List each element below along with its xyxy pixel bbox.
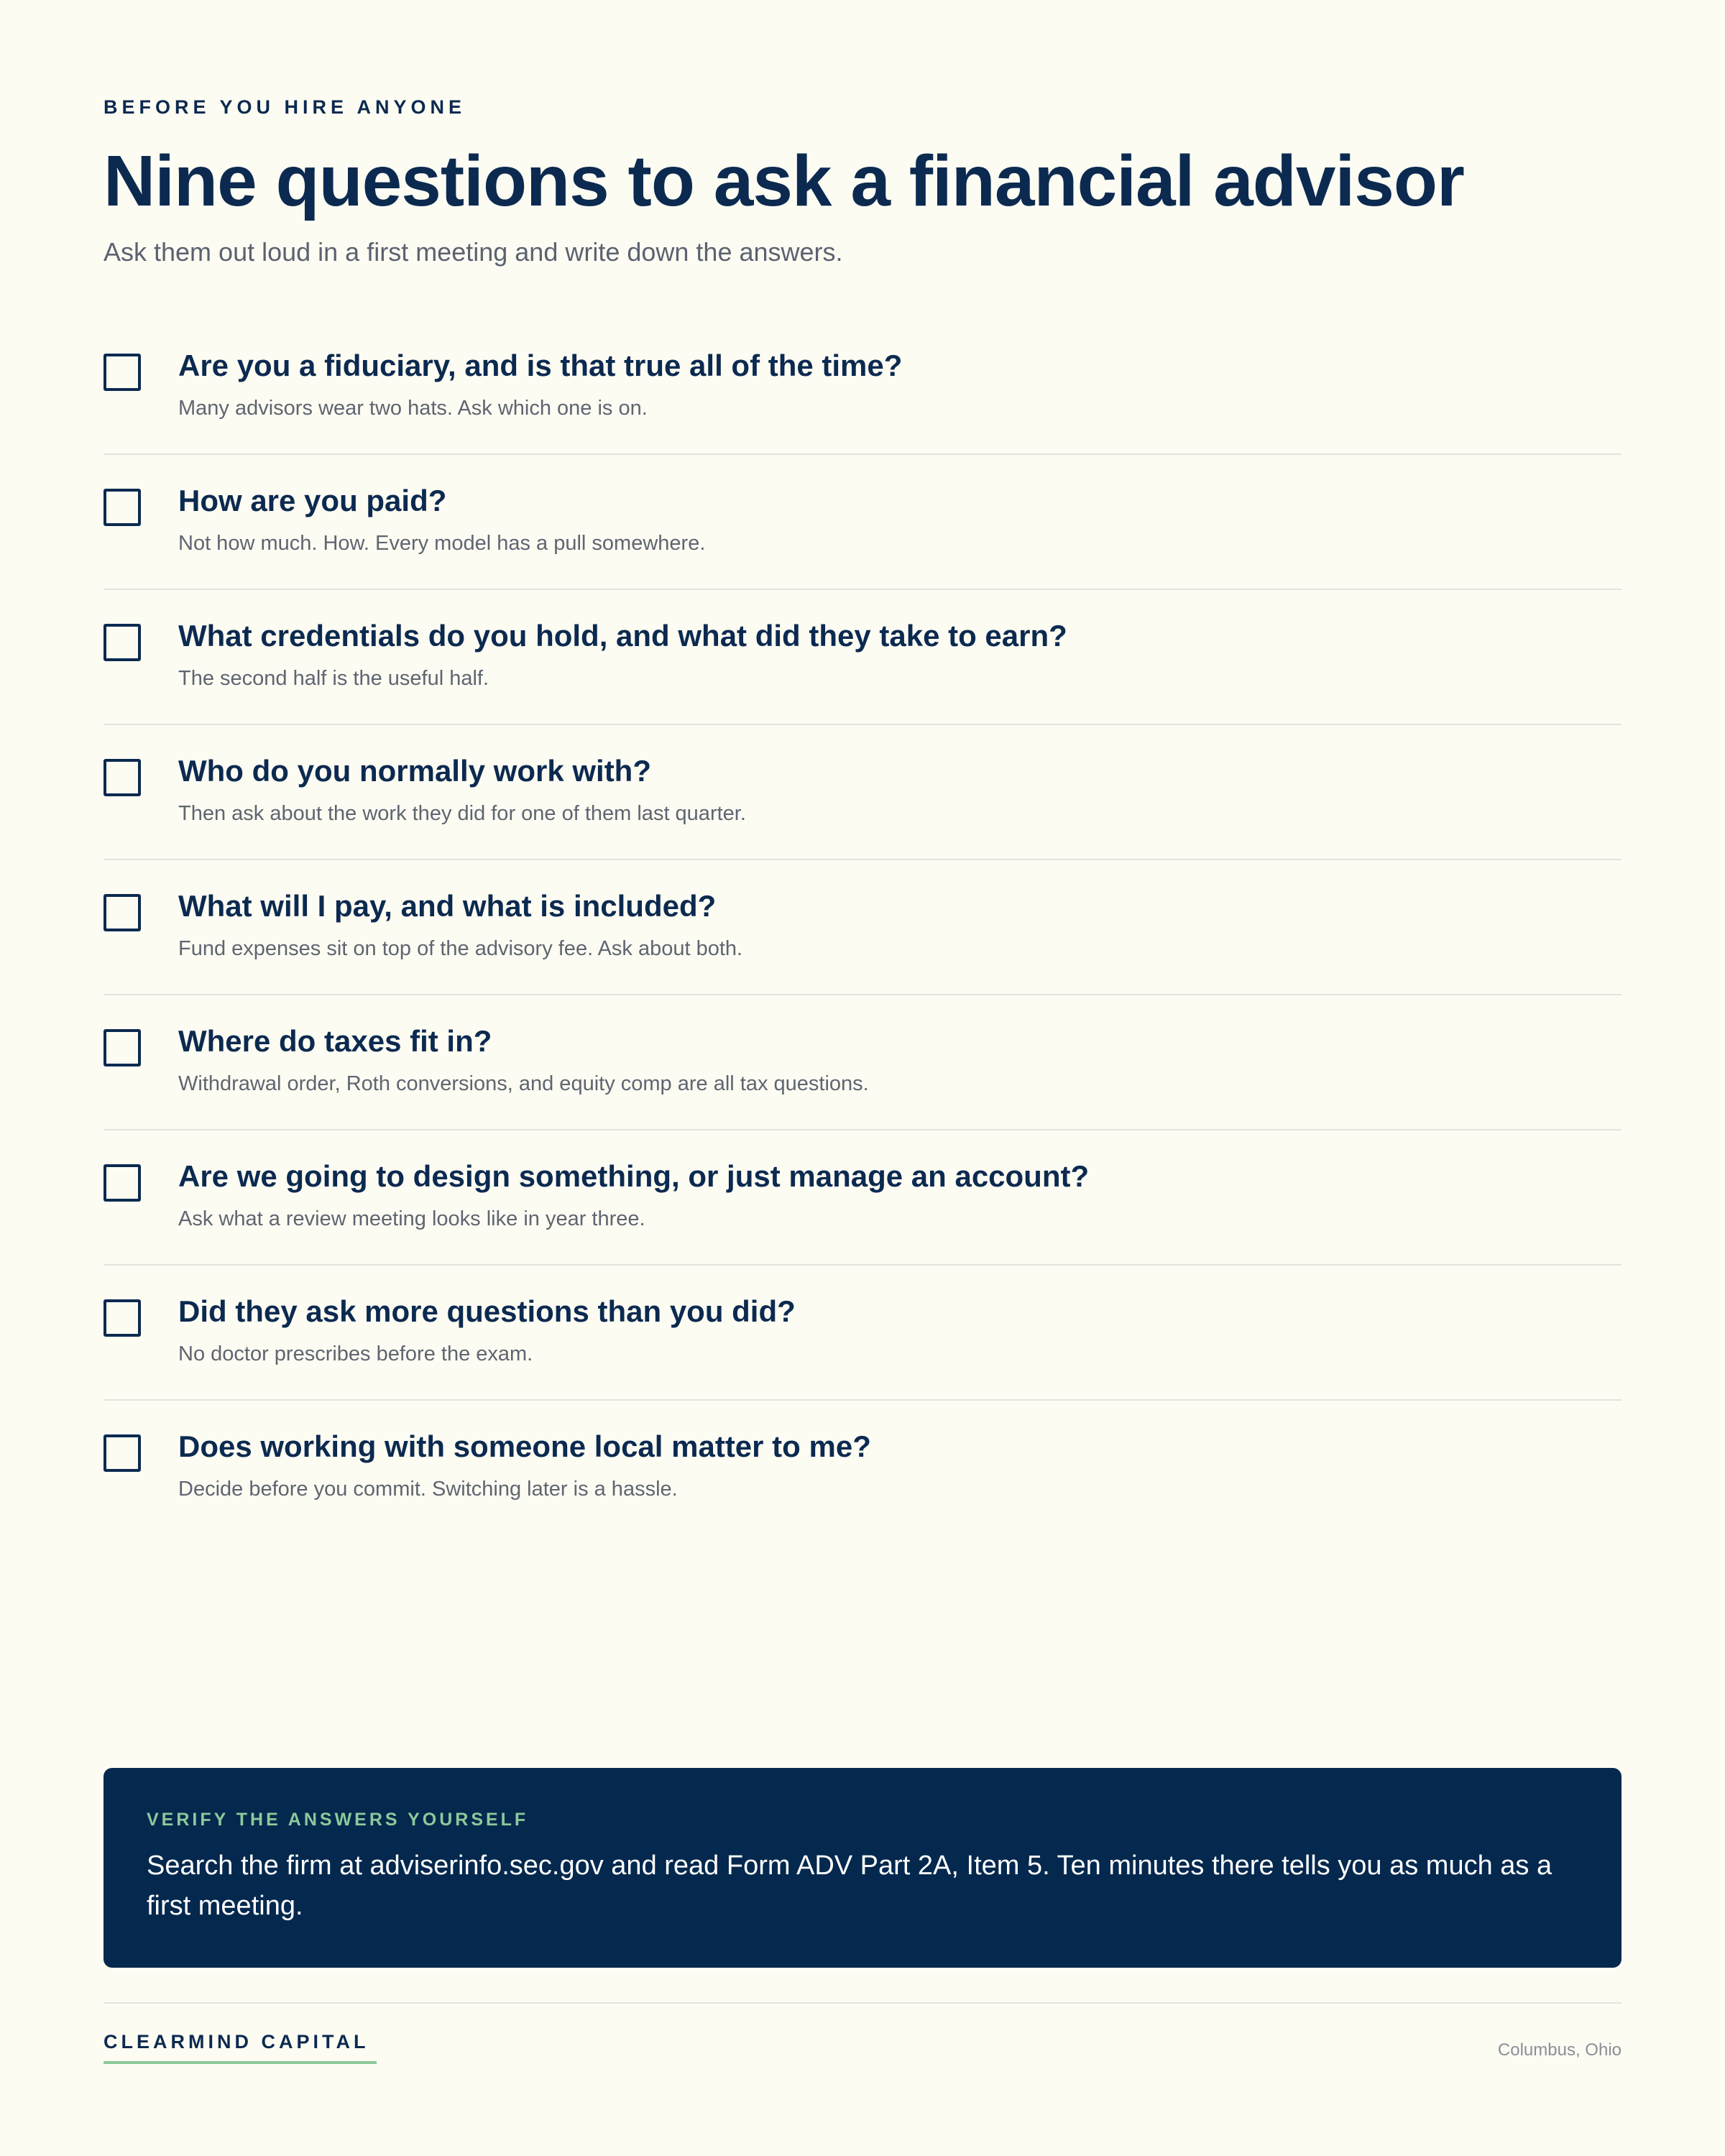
question-checklist — [104, 320, 1622, 1536]
question-note: Decide before you commit. Switching later is a hassle. — [178, 1478, 678, 1501]
callout-eyebrow: VERIFY THE ANSWERS YOURSELF — [147, 1810, 529, 1830]
checklist-item — [104, 1266, 1622, 1401]
page-title: Nine questions to ask a financial advisor — [104, 141, 1464, 221]
checkbox[interactable] — [104, 1164, 141, 1202]
callout-text: Search the firm at adviserinfo.sec.gov and read Form ADV Part 2A, Item 5. Ten minutes there tells you as much as a first meeting. — [147, 1851, 1552, 1921]
checklist-item — [104, 590, 1622, 725]
eyebrow: BEFORE YOU HIRE ANYONE — [104, 96, 466, 118]
verify-callout — [104, 1768, 1622, 1968]
question-text: Does working with someone local matter to me? — [178, 1429, 871, 1463]
brand-underline — [104, 2061, 377, 2064]
checklist-item — [104, 995, 1622, 1130]
checkbox[interactable] — [104, 1029, 141, 1067]
checkbox[interactable] — [104, 1434, 141, 1472]
checkbox[interactable] — [104, 894, 141, 931]
question-note: Withdrawal order, Roth conversions, and equity comp are all tax questions. — [178, 1072, 869, 1095]
footer-location: Columbus, Ohio — [1497, 2040, 1622, 2060]
question-note: Fund expenses sit on top of the advisory fee. Ask about both. — [178, 937, 743, 960]
question-note: Many advisors wear two hats. Ask which one is on. — [178, 397, 648, 420]
question-text: What will I pay, and what is included? — [178, 889, 717, 923]
question-text: What credentials do you hold, and what did they take to earn? — [178, 619, 1067, 653]
question-note: Ask what a review meeting looks like in year three. — [178, 1207, 645, 1230]
question-text: Did they ask more questions than you did? — [178, 1294, 796, 1328]
checklist-item — [104, 860, 1622, 995]
brand-logo: CLEARMIND CAPITAL — [104, 2031, 369, 2053]
checklist-item — [104, 1130, 1622, 1266]
checklist-item — [104, 1401, 1622, 1536]
page — [104, 0, 1622, 2156]
checklist-item — [104, 725, 1622, 860]
checklist-item — [104, 320, 1622, 455]
question-note: The second half is the useful half. — [178, 667, 489, 690]
question-text: Where do taxes fit in? — [178, 1024, 492, 1058]
question-text: How are you paid? — [178, 484, 447, 517]
checkbox[interactable] — [104, 1299, 141, 1337]
footer-divider — [104, 2002, 1622, 2004]
checkbox[interactable] — [104, 759, 141, 796]
checkbox[interactable] — [104, 489, 141, 526]
checkbox[interactable] — [104, 624, 141, 661]
question-note: No doctor prescribes before the exam. — [178, 1342, 533, 1365]
question-note: Then ask about the work they did for one of them last quarter. — [178, 802, 746, 825]
checkbox[interactable] — [104, 354, 141, 391]
question-note: Not how much. How. Every model has a pull somewhere. — [178, 532, 706, 555]
page-subtitle: Ask them out loud in a first meeting and write down the answers. — [104, 237, 843, 267]
checklist-item — [104, 455, 1622, 590]
question-text: Who do you normally work with? — [178, 754, 651, 788]
question-text: Are you a fiduciary, and is that true all of the time? — [178, 349, 903, 382]
question-text: Are we going to design something, or just manage an account? — [178, 1159, 1090, 1193]
